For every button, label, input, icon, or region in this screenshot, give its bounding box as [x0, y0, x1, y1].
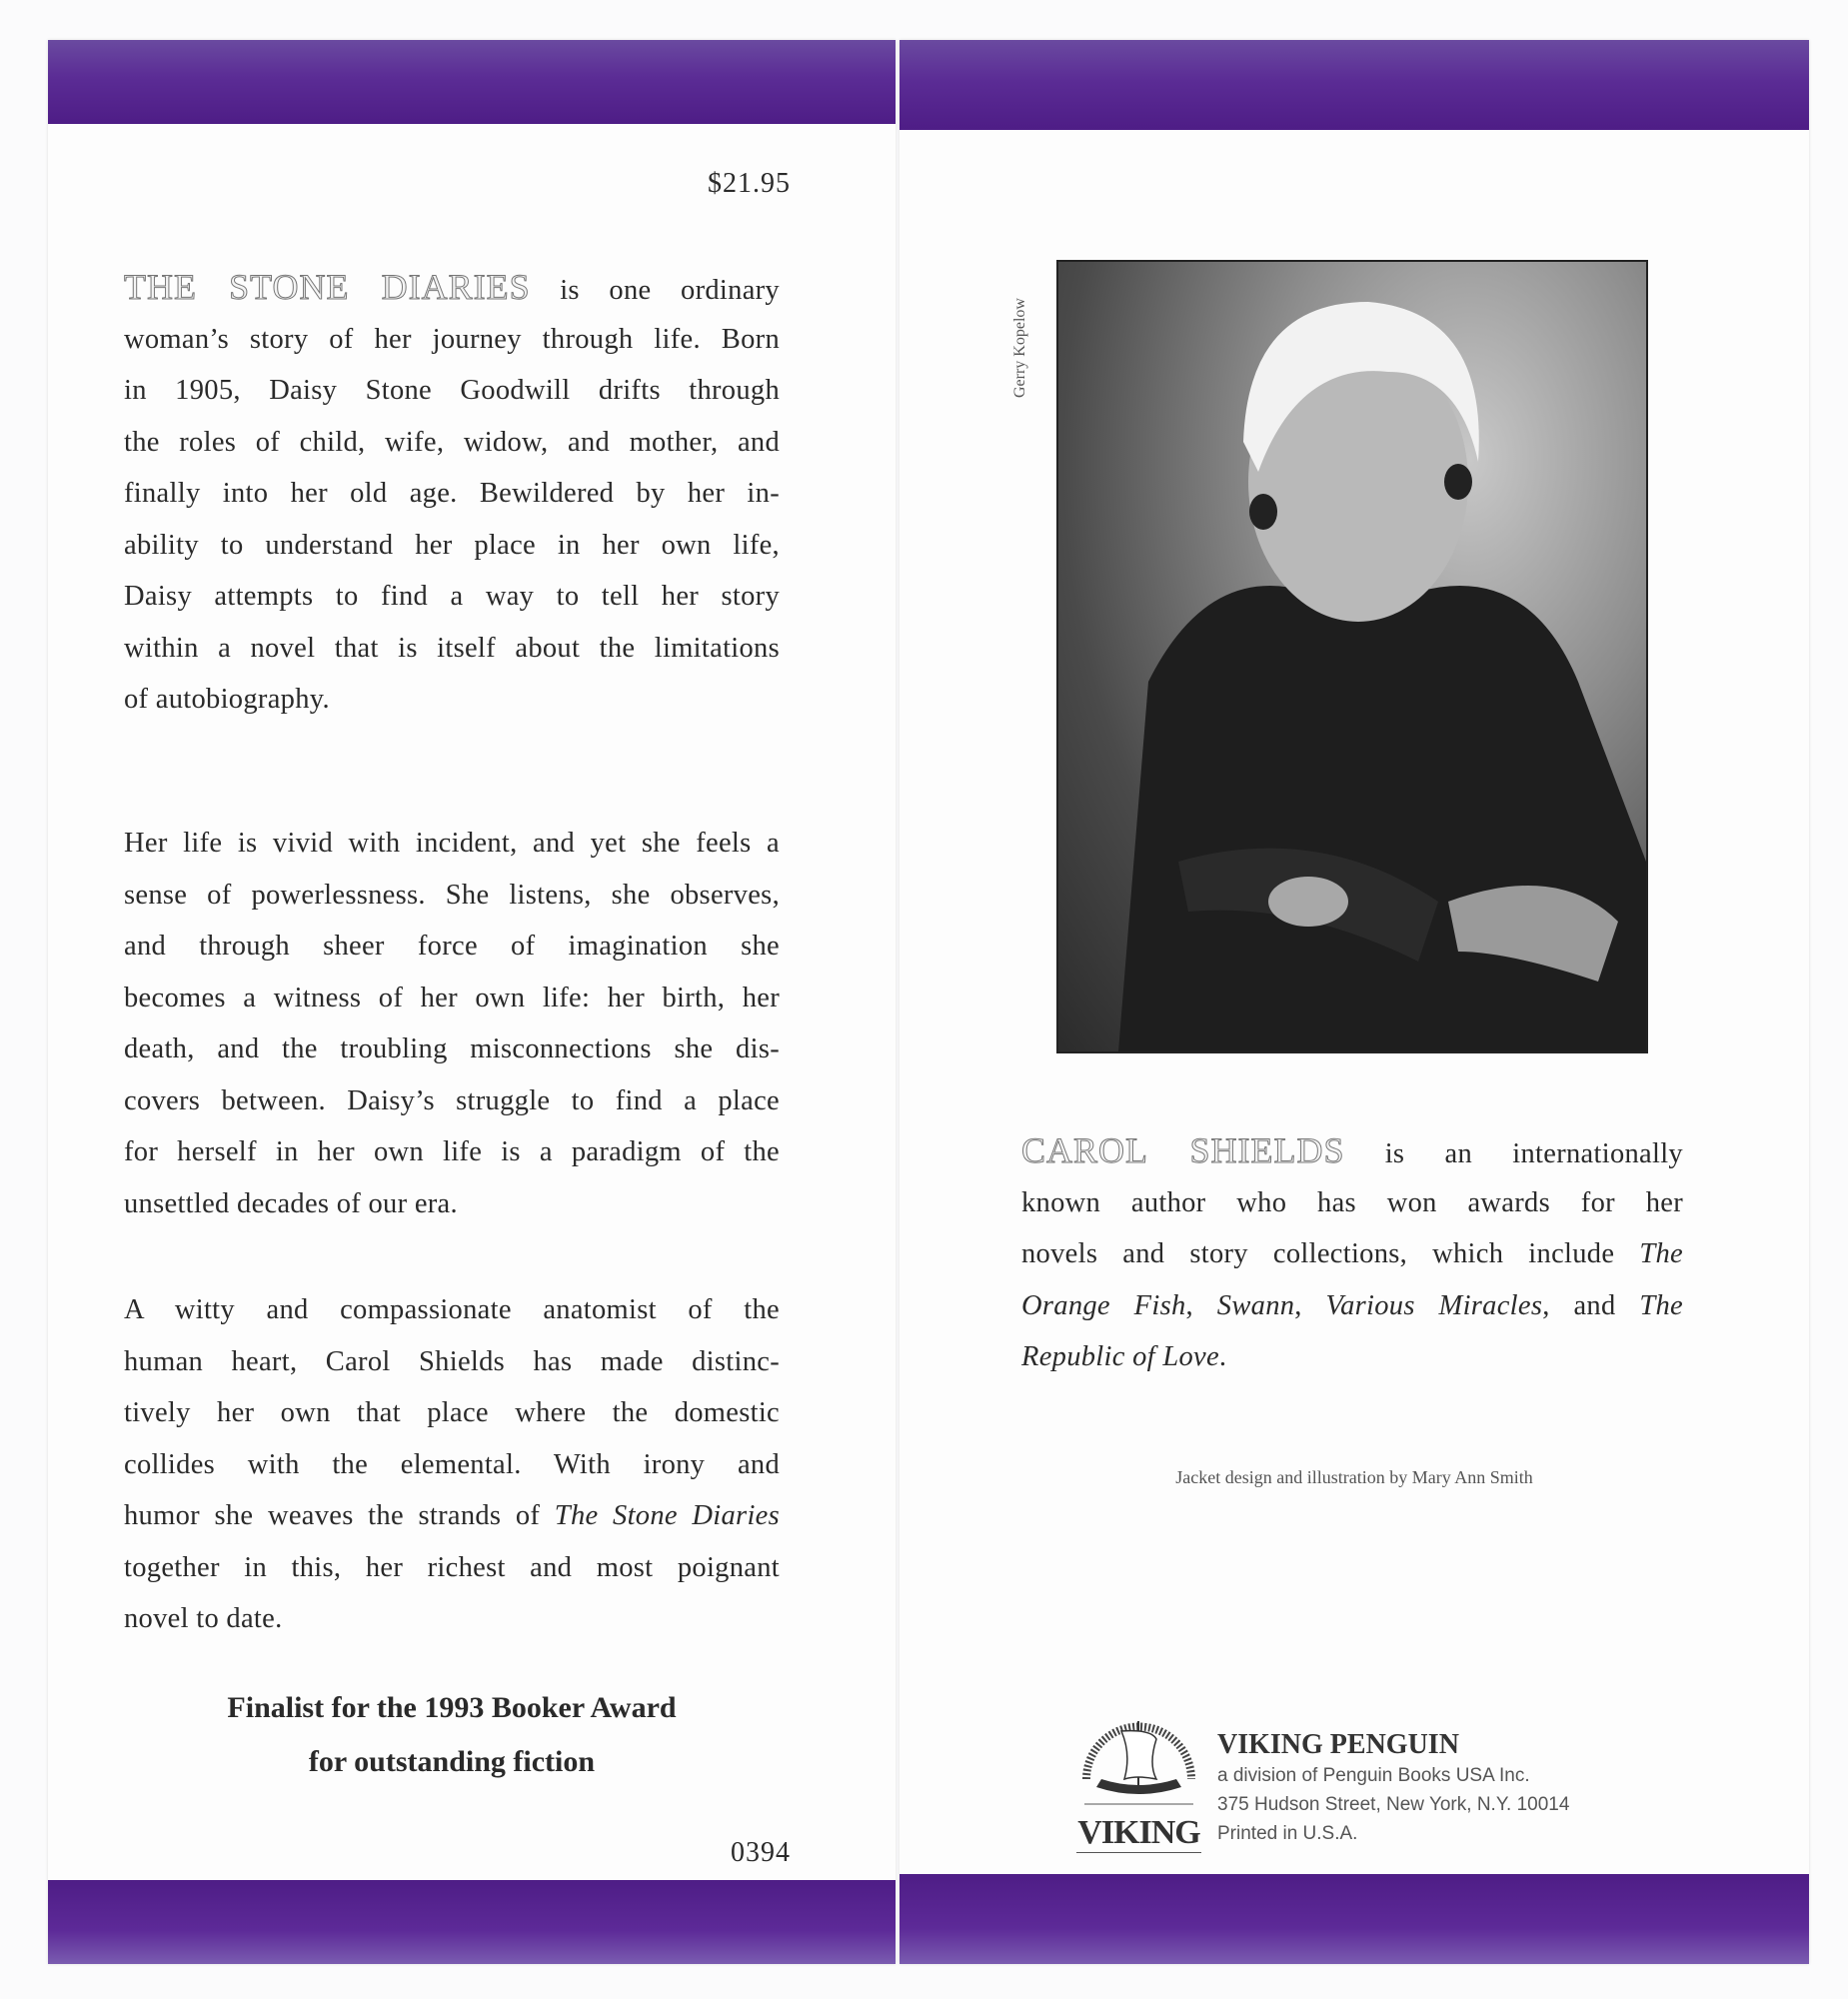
text-line: novels and story collections, which include The: [1021, 1238, 1683, 1269]
text-line: becomes a witness of her own life: her birth, her: [124, 982, 780, 1013]
synopsis-paragraph-1: [124, 262, 780, 726]
right-jacket-flap: [900, 40, 1809, 1964]
text-span: is an internationally: [1384, 1138, 1683, 1169]
bottom-purple-band: [48, 1880, 896, 1964]
text-line: within a novel that is itself about the limitations: [124, 632, 780, 664]
catalog-code: 0394: [731, 1837, 791, 1868]
text-line: collides with the elemental. With irony and: [124, 1448, 780, 1480]
text-line: known author who has won awards for her: [1021, 1186, 1683, 1218]
top-purple-band: [48, 40, 896, 124]
text-line: Orange Fish, Swann, Various Miracles, and The: [1021, 1289, 1683, 1321]
text-line: death, and the troubling misconnections she dis-: [124, 1033, 780, 1064]
text-line: of autobiography.: [124, 684, 330, 715]
text-span: is one ordinary: [560, 275, 780, 306]
publisher-line: 375 Hudson Street, New York, N.Y. 10014: [1217, 1794, 1570, 1815]
synopsis-line: [124, 262, 780, 314]
left-jacket-flap: [48, 40, 896, 1964]
text-line: A witty and compassionate anatomist of the: [124, 1294, 780, 1325]
logo-wordmark: VIKING: [1077, 1814, 1200, 1851]
synopsis-paragraph-3: [124, 1284, 780, 1645]
text-line: covers between. Daisy’s struggle to find a place: [124, 1084, 780, 1116]
synopsis-paragraph-2: [124, 818, 780, 1229]
publisher-line: a division of Penguin Books USA Inc.: [1217, 1765, 1530, 1786]
text-line: for herself in her own life is a paradigm of the: [124, 1136, 780, 1167]
bio-line: [1021, 1125, 1683, 1177]
text-line: sense of powerlessness. She listens, she observes,: [124, 879, 780, 911]
price: $21.95: [708, 168, 791, 199]
award-note: [124, 1681, 780, 1789]
text-line: humor she weaves the strands of The Stone Diaries: [124, 1500, 781, 1531]
text-line: Her life is vivid with incident, and yet she feels a: [124, 828, 780, 859]
author-bio: [1021, 1125, 1683, 1383]
author-portrait-image: [1058, 262, 1646, 1051]
text-line: novel to date.: [124, 1603, 283, 1634]
publisher-name: VIKING PENGUIN: [1217, 1729, 1459, 1760]
author-photo: [1056, 260, 1648, 1053]
text-line: finally into her old age. Bewildered by her in-: [124, 478, 780, 509]
text-line: unsettled decades of our era.: [124, 1187, 458, 1219]
bottom-purple-band: [900, 1874, 1809, 1964]
jacket-credit: Jacket design and illustration by Mary Ann Smith: [1175, 1467, 1533, 1487]
viking-ship-icon: [1076, 1709, 1201, 1809]
award-line: Finalist for the 1993 Booker Award: [227, 1691, 677, 1724]
viking-logo: [1076, 1709, 1201, 1853]
text-line: Daisy attempts to find a way to tell her story: [124, 581, 780, 612]
text-line: woman’s story of her journey through life. Born: [124, 323, 780, 355]
text-line: together in this, her richest and most poignant: [124, 1551, 780, 1583]
book-title: THE STONE DIARIES: [124, 267, 531, 307]
text-line: ability to understand her place in her own life,: [124, 529, 780, 561]
award-line: for outstanding fiction: [308, 1745, 596, 1778]
publisher-info: [1217, 1729, 1569, 1848]
top-purple-band: [900, 40, 1809, 130]
text-line: and through sheer force of imagination she: [124, 931, 780, 962]
text-line: the roles of child, wife, widow, and mother, and: [124, 426, 780, 458]
text-line: human heart, Carol Shields has made distinc-: [124, 1345, 780, 1377]
author-name: CAROL SHIELDS: [1021, 1130, 1345, 1170]
text-line: tively her own that place where the domestic: [124, 1397, 780, 1428]
publisher-line: Printed in U.S.A.: [1217, 1823, 1358, 1844]
text-line: in 1905, Daisy Stone Goodwill drifts through: [124, 375, 780, 406]
photo-credit: Gerry Kopelow: [1011, 298, 1028, 398]
text-line: Republic of Love.: [1021, 1341, 1227, 1372]
